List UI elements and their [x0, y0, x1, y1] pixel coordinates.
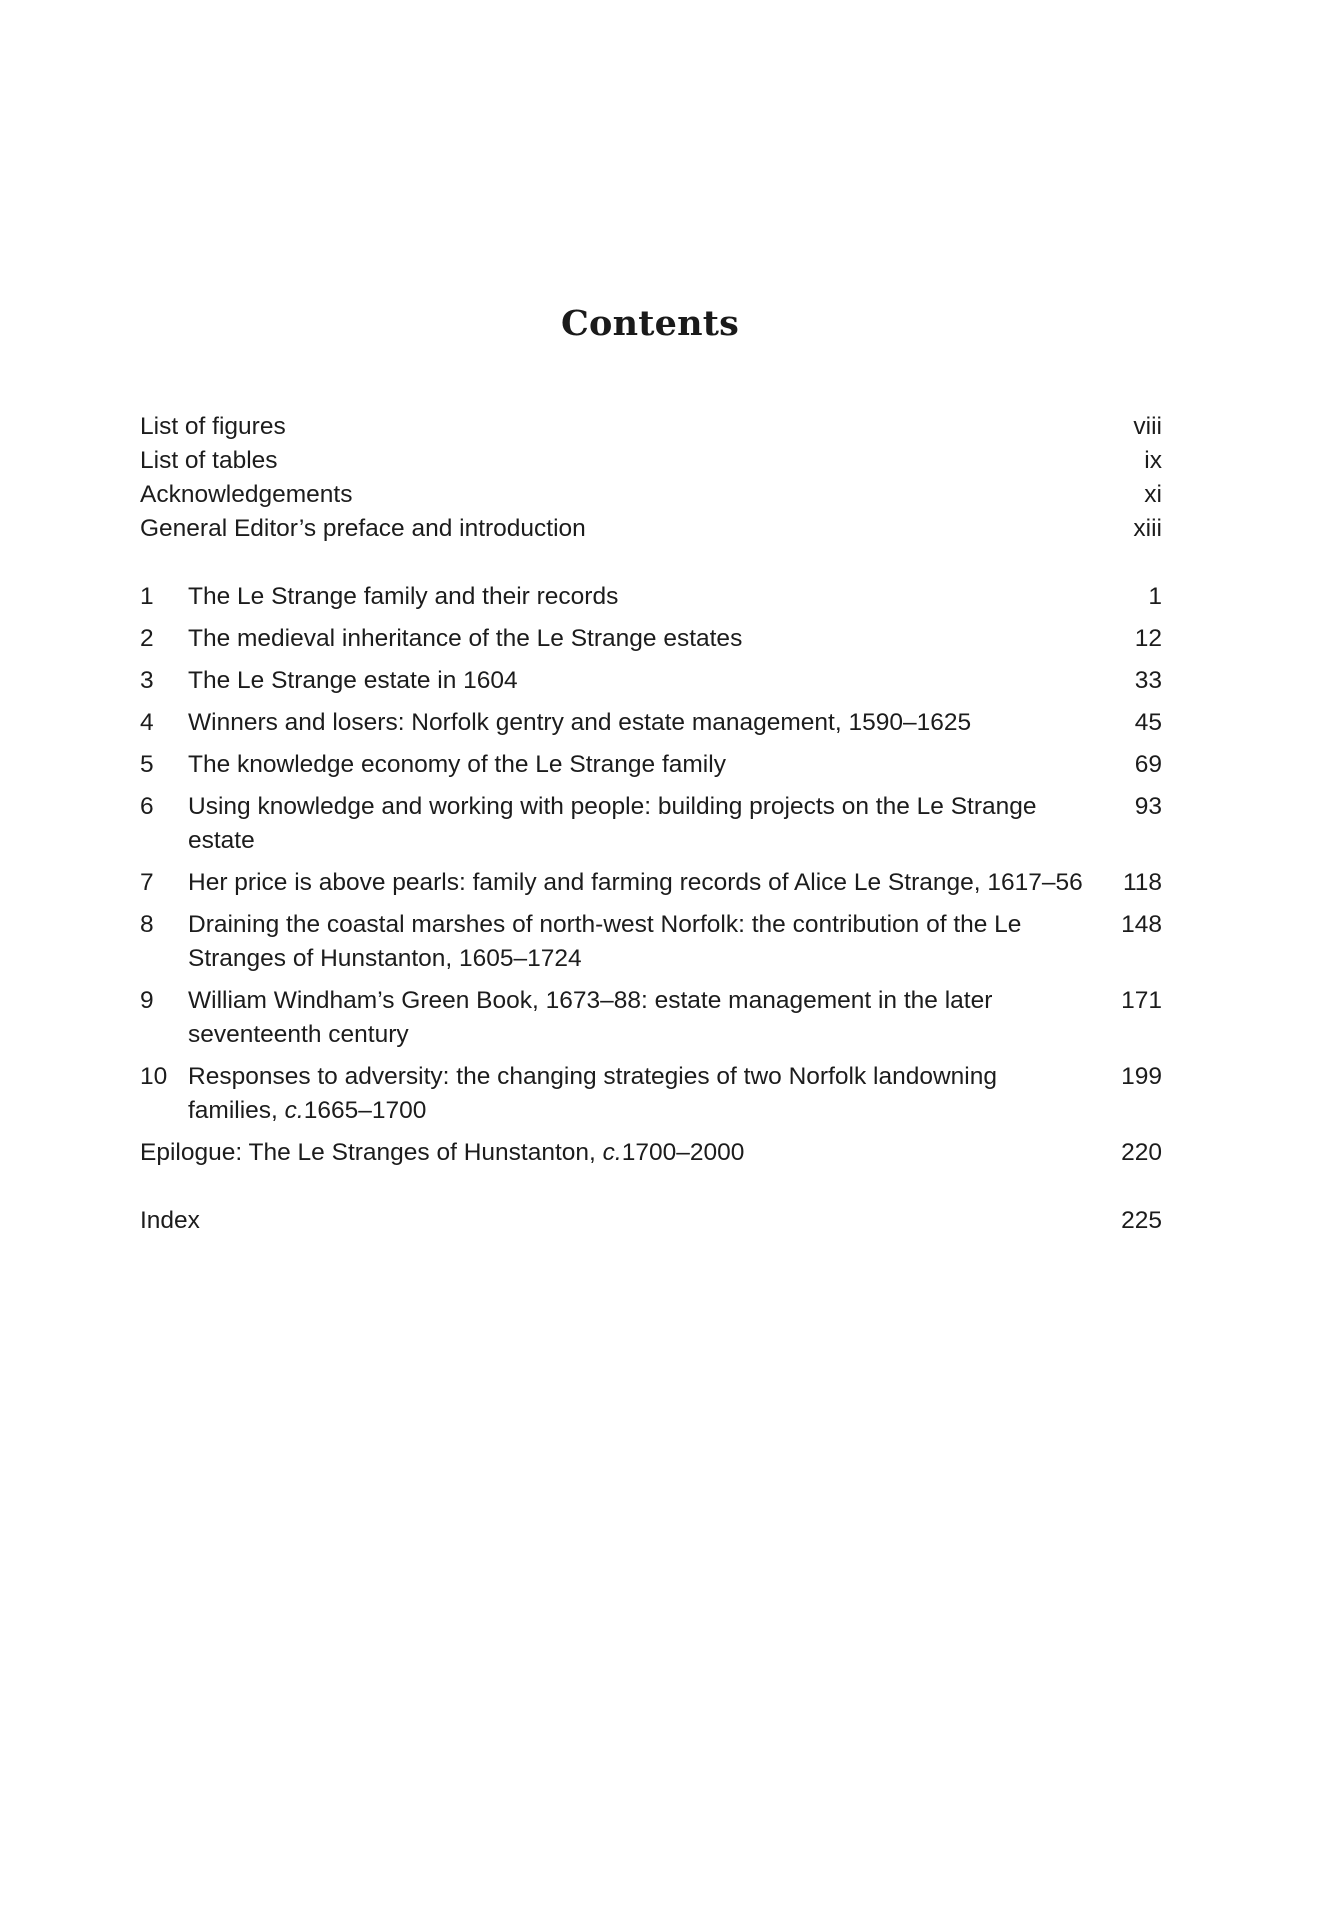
toc-entry-preface[interactable]	[140, 512, 1162, 546]
chapter-title: The knowledge economy of the Le Strange family	[188, 751, 726, 778]
epilogue-label-dates: 1700–2000	[621, 1139, 745, 1166]
chapter-page: 148	[1121, 911, 1162, 938]
toc-entry-list-of-tables[interactable]	[140, 444, 1162, 478]
chapter-number: 9	[140, 987, 154, 1014]
chapter-title: Her price is above pearls: family and farming records of Alice Le Strange, 1617–56	[188, 869, 1083, 896]
toc-entry-page: ix	[1144, 447, 1162, 474]
toc-chapter-5[interactable]	[140, 748, 1162, 782]
chapter-title-text: Responses to adversity: the changing strategies of two Norfolk landowning families,	[188, 1063, 997, 1124]
chapter-page: 69	[1134, 751, 1162, 778]
chapter-page: 118	[1122, 869, 1162, 896]
toc-entry-page: xiii	[1133, 515, 1162, 542]
chapter-number: 5	[140, 751, 154, 778]
chapter-title: Draining the coastal marshes of north-west Norfolk: the contribution of the Le Stranges of Hunstanton, 1605–1724	[188, 911, 1022, 972]
toc-entry-index[interactable]	[140, 1204, 1162, 1238]
toc-entry-label: List of tables	[140, 447, 278, 474]
toc-entry-label: Index	[140, 1207, 200, 1234]
chapter-page: 171	[1121, 987, 1162, 1014]
toc-entry-list-of-figures[interactable]	[140, 410, 1162, 444]
toc-chapter-7[interactable]	[140, 866, 1162, 900]
toc-chapter-1[interactable]	[140, 580, 1162, 614]
toc-chapter-3[interactable]	[140, 664, 1162, 698]
chapter-number: 7	[140, 869, 154, 896]
toc-chapter-2[interactable]	[140, 622, 1162, 656]
chapter-title-dates: 1665–1700	[303, 1097, 427, 1124]
chapter-page: 45	[1134, 709, 1162, 736]
chapter-number: 10	[140, 1063, 168, 1090]
chapter-page: 33	[1134, 667, 1162, 694]
chapter-number: 4	[140, 709, 154, 736]
chapter-title: Winners and losers: Norfolk gentry and estate management, 1590–1625	[188, 709, 972, 736]
toc-entry-epilogue[interactable]	[140, 1136, 1162, 1170]
toc-entry-page: 220	[1121, 1139, 1162, 1166]
chapter-title: Using knowledge and working with people: building projects on the Le Strange estate	[188, 793, 1037, 854]
toc-entry-label: Acknowledgements	[140, 481, 353, 508]
chapter-page: 93	[1134, 793, 1162, 820]
chapter-number: 8	[140, 911, 154, 938]
toc-entry-page: viii	[1133, 413, 1162, 440]
table-of-contents	[140, 410, 1162, 1238]
toc-chapter-10[interactable]	[140, 1060, 1162, 1128]
circa-abbreviation: c.	[284, 1097, 304, 1124]
front-matter-list	[140, 410, 1162, 546]
chapter-list	[140, 580, 1162, 1128]
toc-entry-label: General Editor’s preface and introduction	[140, 515, 586, 542]
toc-entry-acknowledgements[interactable]	[140, 478, 1162, 512]
toc-entry-label	[140, 1136, 1101, 1170]
chapter-title: The Le Strange family and their records	[188, 583, 619, 610]
chapter-title	[188, 1060, 1101, 1128]
epilogue-label-text: Epilogue: The Le Stranges of Hunstanton,	[140, 1139, 603, 1166]
toc-chapter-4[interactable]	[140, 706, 1162, 740]
chapter-title: William Windham’s Green Book, 1673–88: estate management in the later seventeenth century	[188, 987, 993, 1048]
chapter-number: 3	[140, 667, 154, 694]
chapter-page: 199	[1121, 1063, 1162, 1090]
toc-chapter-6[interactable]	[140, 790, 1162, 858]
circa-abbreviation: c.	[602, 1139, 622, 1166]
chapter-title: The medieval inheritance of the Le Strange estates	[188, 625, 743, 652]
page-title: Contents	[560, 303, 739, 344]
toc-entry-page: 225	[1121, 1207, 1162, 1234]
chapter-number: 1	[140, 583, 154, 610]
chapter-title: The Le Strange estate in 1604	[188, 667, 518, 694]
toc-chapter-8[interactable]	[140, 908, 1162, 976]
toc-entry-label: List of figures	[140, 413, 286, 440]
chapter-number: 2	[140, 625, 154, 652]
chapter-number: 6	[140, 793, 154, 820]
back-matter-list	[140, 1136, 1162, 1238]
chapter-page: 1	[1148, 583, 1162, 610]
toc-chapter-9[interactable]	[140, 984, 1162, 1052]
chapter-page: 12	[1134, 625, 1162, 652]
toc-entry-page: xi	[1144, 481, 1162, 508]
